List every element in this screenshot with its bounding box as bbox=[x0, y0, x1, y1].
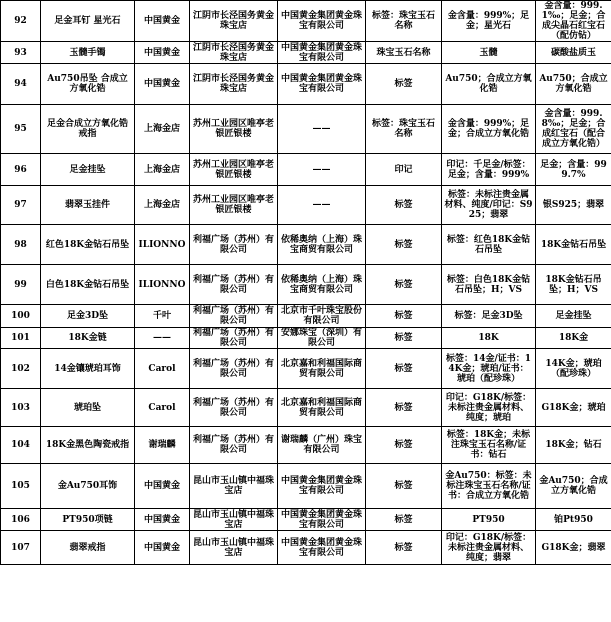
cell-product-name: 金Au750耳饰 bbox=[41, 464, 135, 509]
cell-producer: —— bbox=[278, 186, 366, 225]
table-row bbox=[1, 42, 611, 64]
cell-brand: ILIONNO bbox=[135, 225, 190, 265]
cell-row-number: 97 bbox=[1, 186, 41, 225]
cell-seller: 苏州工业园区唯亭老银匠银楼 bbox=[190, 105, 278, 154]
cell-tested-value: G18K金；翡翠 bbox=[536, 531, 611, 565]
table-row bbox=[1, 427, 611, 464]
cell-tested-value: 18K金钻石吊坠；H；VS bbox=[536, 265, 611, 305]
table-row bbox=[1, 265, 611, 305]
cell-tested-value: 足金挂坠 bbox=[536, 305, 611, 328]
cell-labeled-value: 印记：千足金/标签：足金；含量：999% bbox=[442, 154, 536, 186]
cell-tested-value: 金含量：999.1‰；足金；合成尖晶石红宝石（配仿钻） bbox=[536, 1, 611, 42]
cell-producer: 中国黄金集团黄金珠宝有限公司 bbox=[278, 42, 366, 64]
cell-nonconforming-item: 标签 bbox=[366, 225, 442, 265]
cell-brand: 中国黄金 bbox=[135, 1, 190, 42]
cell-product-name: 红色18K金钻石吊坠 bbox=[41, 225, 135, 265]
cell-row-number: 102 bbox=[1, 349, 41, 389]
cell-labeled-value: 印记：G18K/标签：未标注贵金属材料、纯度；翡翠 bbox=[442, 531, 536, 565]
cell-seller: 利福广场（苏州）有限公司 bbox=[190, 305, 278, 328]
cell-producer: —— bbox=[278, 154, 366, 186]
cell-producer: 中国黄金集团黄金珠宝有限公司 bbox=[278, 1, 366, 42]
cell-tested-value: 18K金；钻石 bbox=[536, 427, 611, 464]
cell-nonconforming-item: 标签 bbox=[366, 265, 442, 305]
cell-product-name: 14金镶琥珀耳饰 bbox=[41, 349, 135, 389]
cell-nonconforming-item: 标签 bbox=[366, 531, 442, 565]
cell-row-number: 105 bbox=[1, 464, 41, 509]
cell-nonconforming-item: 标签 bbox=[366, 328, 442, 349]
cell-product-name: 足金合成立方氧化锆戒指 bbox=[41, 105, 135, 154]
cell-seller: 江阴市长泾国务黄金珠宝店 bbox=[190, 1, 278, 42]
cell-brand: 千叶 bbox=[135, 305, 190, 328]
table-row bbox=[1, 328, 611, 349]
cell-brand: 中国黄金 bbox=[135, 509, 190, 531]
table-row bbox=[1, 105, 611, 154]
cell-seller: 苏州工业园区唯亭老银匠银楼 bbox=[190, 186, 278, 225]
cell-labeled-value: 标签：红色18K金钻石吊坠 bbox=[442, 225, 536, 265]
cell-labeled-value: Au750；合成立方氧化锆 bbox=[442, 64, 536, 105]
cell-row-number: 96 bbox=[1, 154, 41, 186]
cell-labeled-value: 标签：未标注贵金属材料、纯度/印记：S925；翡翠 bbox=[442, 186, 536, 225]
cell-tested-value: 碳酸盐质玉 bbox=[536, 42, 611, 64]
cell-producer: 依稀奥纳（上海）珠宝商贸有限公司 bbox=[278, 265, 366, 305]
cell-tested-value: 14K金；琥珀（配珍珠） bbox=[536, 349, 611, 389]
cell-product-name: 琥珀坠 bbox=[41, 389, 135, 427]
cell-seller: 昆山市玉山镇中福珠宝店 bbox=[190, 509, 278, 531]
cell-brand: Carol bbox=[135, 349, 190, 389]
cell-brand: 中国黄金 bbox=[135, 64, 190, 105]
table-row bbox=[1, 509, 611, 531]
cell-seller: 利福广场（苏州）有限公司 bbox=[190, 349, 278, 389]
cell-nonconforming-item: 标签 bbox=[366, 389, 442, 427]
cell-tested-value: 18K金 bbox=[536, 328, 611, 349]
cell-labeled-value: 金含量：999%；足金；星光石 bbox=[442, 1, 536, 42]
cell-brand: 中国黄金 bbox=[135, 464, 190, 509]
cell-nonconforming-item: 珠宝玉石名称 bbox=[366, 42, 442, 64]
cell-row-number: 98 bbox=[1, 225, 41, 265]
cell-producer: 中国黄金集团黄金珠宝有限公司 bbox=[278, 64, 366, 105]
cell-producer: 北京嘉和利福国际商贸有限公司 bbox=[278, 349, 366, 389]
cell-brand: 中国黄金 bbox=[135, 531, 190, 565]
cell-product-name: 足金耳钉 星光石 bbox=[41, 1, 135, 42]
cell-row-number: 107 bbox=[1, 531, 41, 565]
cell-product-name: 翡翠戒指 bbox=[41, 531, 135, 565]
table-row bbox=[1, 154, 611, 186]
table-row bbox=[1, 349, 611, 389]
cell-tested-value: 铂Pt950 bbox=[536, 509, 611, 531]
cell-nonconforming-item: 标签 bbox=[366, 64, 442, 105]
cell-labeled-value: 标签：白色18K金钻石吊坠；H；VS bbox=[442, 265, 536, 305]
cell-product-name: 翡翠玉挂件 bbox=[41, 186, 135, 225]
table-row bbox=[1, 464, 611, 509]
cell-producer: 中国黄金集团黄金珠宝有限公司 bbox=[278, 464, 366, 509]
cell-nonconforming-item: 标签：珠宝玉石名称 bbox=[366, 105, 442, 154]
table-row bbox=[1, 225, 611, 265]
cell-labeled-value: 18K bbox=[442, 328, 536, 349]
cell-labeled-value: 金Au750：标签：未标注珠宝玉石名称/证书：合成立方氧化锆 bbox=[442, 464, 536, 509]
cell-brand: 上海金店 bbox=[135, 186, 190, 225]
cell-row-number: 104 bbox=[1, 427, 41, 464]
cell-seller: 利福广场（苏州）有限公司 bbox=[190, 328, 278, 349]
cell-product-name: 足金3D坠 bbox=[41, 305, 135, 328]
cell-nonconforming-item: 印记 bbox=[366, 154, 442, 186]
cell-nonconforming-item: 标签 bbox=[366, 427, 442, 464]
cell-brand: 上海金店 bbox=[135, 154, 190, 186]
cell-tested-value: 18K金钻石吊坠 bbox=[536, 225, 611, 265]
cell-seller: 利福广场（苏州）有限公司 bbox=[190, 225, 278, 265]
cell-tested-value: 足金；含量：999.7% bbox=[536, 154, 611, 186]
table-row bbox=[1, 389, 611, 427]
cell-seller: 江阴市长泾国务黄金珠宝店 bbox=[190, 64, 278, 105]
cell-product-name: 玉髓手镯 bbox=[41, 42, 135, 64]
cell-seller: 利福广场（苏州）有限公司 bbox=[190, 389, 278, 427]
cell-product-name: Au750吊坠 合成立方氧化锆 bbox=[41, 64, 135, 105]
cell-brand: ILIONNO bbox=[135, 265, 190, 305]
table-row bbox=[1, 531, 611, 565]
cell-row-number: 106 bbox=[1, 509, 41, 531]
cell-producer: —— bbox=[278, 105, 366, 154]
cell-nonconforming-item: 标签 bbox=[366, 186, 442, 225]
cell-seller: 苏州工业园区唯亭老银匠银楼 bbox=[190, 154, 278, 186]
cell-producer: 安娜珠宝（深圳）有限公司 bbox=[278, 328, 366, 349]
cell-row-number: 103 bbox=[1, 389, 41, 427]
cell-row-number: 99 bbox=[1, 265, 41, 305]
cell-producer: 依稀奥纳（上海）珠宝商贸有限公司 bbox=[278, 225, 366, 265]
cell-seller: 江阴市长泾国务黄金珠宝店 bbox=[190, 42, 278, 64]
cell-seller: 利福广场（苏州）有限公司 bbox=[190, 265, 278, 305]
cell-nonconforming-item: 标签 bbox=[366, 509, 442, 531]
cell-producer: 谢瑞麟（广州）珠宝有限公司 bbox=[278, 427, 366, 464]
cell-producer: 北京嘉和利福国际商贸有限公司 bbox=[278, 389, 366, 427]
cell-product-name: PT950项链 bbox=[41, 509, 135, 531]
cell-product-name: 足金挂坠 bbox=[41, 154, 135, 186]
cell-labeled-value: 标签：14金/证书：14K金；琥珀/证书：琥珀（配珍珠） bbox=[442, 349, 536, 389]
cell-row-number: 100 bbox=[1, 305, 41, 328]
cell-tested-value: G18K金；琥珀 bbox=[536, 389, 611, 427]
cell-tested-value: 金含量：999.8‰；足金；合成红宝石（配合成立方氧化锆） bbox=[536, 105, 611, 154]
cell-seller: 昆山市玉山镇中福珠宝店 bbox=[190, 531, 278, 565]
cell-labeled-value: PT950 bbox=[442, 509, 536, 531]
cell-row-number: 92 bbox=[1, 1, 41, 42]
cell-product-name: 18K金链 bbox=[41, 328, 135, 349]
cell-product-name: 18K金黑色陶瓷戒指 bbox=[41, 427, 135, 464]
cell-product-name: 白色18K金钻石吊坠 bbox=[41, 265, 135, 305]
cell-nonconforming-item: 标签 bbox=[366, 464, 442, 509]
cell-seller: 昆山市玉山镇中福珠宝店 bbox=[190, 464, 278, 509]
cell-producer: 北京市千叶珠宝股份有限公司 bbox=[278, 305, 366, 328]
cell-row-number: 95 bbox=[1, 105, 41, 154]
cell-labeled-value: 金含量：999%；足金；合成立方氧化锆 bbox=[442, 105, 536, 154]
cell-brand: 上海金店 bbox=[135, 105, 190, 154]
cell-nonconforming-item: 标签 bbox=[366, 349, 442, 389]
cell-brand: —— bbox=[135, 328, 190, 349]
cell-labeled-value: 印记：G18K/标签：未标注贵金属材料、纯度；琥珀 bbox=[442, 389, 536, 427]
cell-tested-value: 银S925；翡翠 bbox=[536, 186, 611, 225]
cell-brand: 谢瑞麟 bbox=[135, 427, 190, 464]
cell-labeled-value: 标签：18K金；未标注珠宝玉石名称/证书：钻石 bbox=[442, 427, 536, 464]
cell-tested-value: 金Au750；合成立方氧化锆 bbox=[536, 464, 611, 509]
cell-brand: 中国黄金 bbox=[135, 42, 190, 64]
cell-labeled-value: 标签：足金3D坠 bbox=[442, 305, 536, 328]
table-row bbox=[1, 1, 611, 42]
cell-row-number: 93 bbox=[1, 42, 41, 64]
table-row bbox=[1, 186, 611, 225]
cell-producer: 中国黄金集团黄金珠宝有限公司 bbox=[278, 531, 366, 565]
table-row bbox=[1, 64, 611, 105]
table-body bbox=[1, 1, 611, 565]
cell-tested-value: Au750；合成立方氧化锆 bbox=[536, 64, 611, 105]
table-row bbox=[1, 305, 611, 328]
cell-row-number: 94 bbox=[1, 64, 41, 105]
cell-seller: 利福广场（苏州）有限公司 bbox=[190, 427, 278, 464]
cell-nonconforming-item: 标签：珠宝玉石名称 bbox=[366, 1, 442, 42]
cell-row-number: 101 bbox=[1, 328, 41, 349]
cell-brand: Carol bbox=[135, 389, 190, 427]
cell-labeled-value: 玉髓 bbox=[442, 42, 536, 64]
cell-nonconforming-item: 标签 bbox=[366, 305, 442, 328]
cell-producer: 中国黄金集团黄金珠宝有限公司 bbox=[278, 509, 366, 531]
